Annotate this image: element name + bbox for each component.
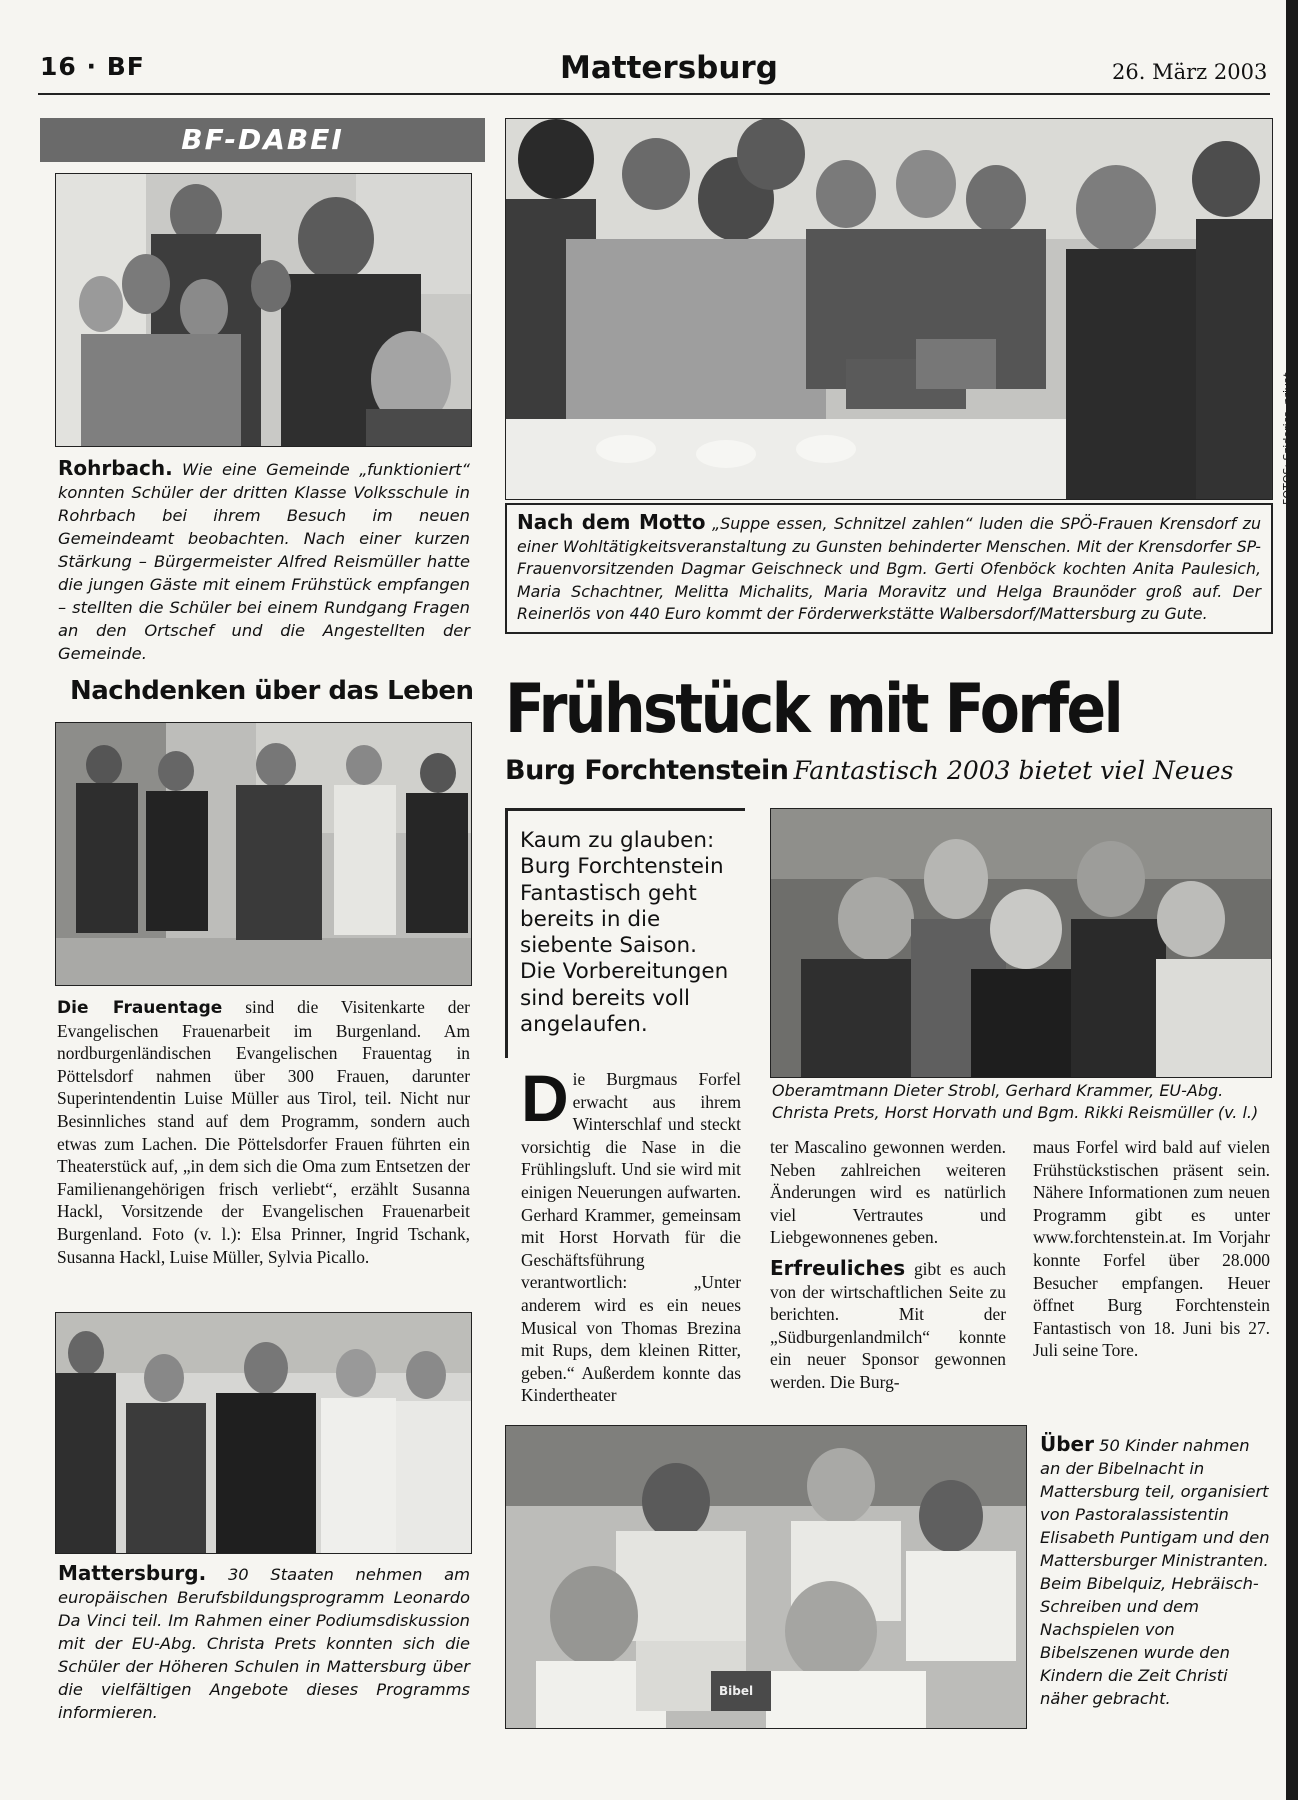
scan-edge [1286, 0, 1298, 1800]
article-col1 [521, 1061, 741, 1407]
bf-dabei-banner: BF-DABEI [40, 118, 485, 162]
forfel-caption: Oberamtmann Dieter Strobl, Gerhard Krammer, EU-Abg. Christa Prets, Horst Horvath und Bgm. Rikki Reismüller (v. l.) [772, 1081, 1259, 1122]
bibel-caption [1040, 1433, 1272, 1710]
article-col2-lead: Erfreuliches [770, 1255, 906, 1280]
page-number: 16 · BF [40, 52, 145, 81]
article-col2 [770, 1136, 1006, 1394]
article-intro: Kaum zu glauben: Burg Forchtenstein Fantastisch geht bereits in die siebente Saison. Die Vorbereitungen sind bereits voll angelaufen. [520, 828, 729, 1038]
mattersburg-lead: Mattersburg. [58, 1561, 207, 1585]
bibel-book-label: Bibel [719, 1684, 754, 1698]
frauentage-photo [55, 722, 472, 986]
rohrbach-text: Wie eine Gemeinde „funktioniert“ konnten Schüler der dritten Klasse Volksschule in Rohrbach bei ihrem Besuch im neuen Gemeindeamt beobachten. Nach einer kurzen Stärkung – Bürgermeister Alfred Reismüller hatte die jungen Gäste mit einem Frühstück empfangen – stellten die Schüler bei einem Rundgang Fragen an den Ortschef und die Angestellten der Gemeinde. [58, 460, 470, 663]
motto-lead: Nach dem Motto [517, 510, 706, 534]
article-subheadline [505, 755, 1275, 786]
intro-rule-left [505, 808, 508, 1058]
intro-rule-top [505, 808, 745, 811]
bibel-photo [505, 1425, 1027, 1729]
frauentage-heading: Nachdenken über das Leben [70, 676, 474, 706]
frauentage-body: sind die Visitenkarte der Evangelischen Frauenarbeit im Burgenland. Am nordburgenländischen Evangelischen Frauentag in Pöttelsdorf nahmen über 300 Frauen, darunter Superintendentin Luise Müller aus Tirol, teil. Nicht nur Besinnliches stand auf dem Programm, sondern auch etwas zum Lachen. Die Pöttelsdorfer Frauen führten ein Theaterstück auf, „in dem sich die Oma zum Entsetzen der Familienangehörigen frisch verliebt“, erzählt Susanna Hackl, Vorsitzende der Evangelischen Frauenarbeit Burgenland. Foto (v. l.): Elsa Prinner, Ingrid Tschank, Susanna Hackl, Luise Müller, Sylvia Picallo. [57, 997, 470, 1267]
frauentage-lead: Die Frauentage [57, 998, 223, 1018]
rohrbach-lead: Rohrbach. [58, 456, 173, 480]
rohrbach-caption [58, 457, 470, 665]
section-title: Mattersburg [560, 50, 778, 86]
article-col3: maus Forfel wird bald auf vielen Frühstückstischen präsent sein. Nähere Informationen zum neuen Programm gibt es unter www.forchtenstein.at. Im Vorjahr konnte Forfel über 28.000 Besucher empfangen. Heuer öffnet Burg Forchtenstein Fantastisch von 18. Juni bis 27. Juli seine Tore. [1033, 1137, 1270, 1361]
article-col1-text: ie Burgmaus Forfel erwacht aus ihrem Winterschlaf und steckt vorsichtig die Nase in die Frühlingsluft. Und sie wird mit einigen Neuerungen aufwarten. Gerhard Krammer, gemeinsam mit Horst Horvath für die Geschäftsführung verantwortlich: „Unter anderem wird es ein neues Musical von Thomas Brezina mit Rups, dem kleinen Ritter, geben.“ Außerdem konnte das Kindertheater [521, 1069, 741, 1406]
mattersburg-caption [58, 1562, 470, 1724]
header-rule [38, 93, 1270, 95]
article-sub-italic: Fantastisch 2003 bietet viel Neues [793, 756, 1234, 785]
frauentage-text [57, 996, 470, 1268]
article-col2a: ter Mascalino gewonnen werden. Neben zahlreichen weiteren Änderungen wird es natürlich viel Vertrautes und Liebgewonnenes geben. [770, 1137, 1006, 1248]
forfel-photo [770, 808, 1272, 1078]
article-dropcap: D [521, 1061, 569, 1135]
motto-caption [505, 503, 1273, 634]
mattersburg-text: 30 Staaten nehmen am europäischen Berufsbildungsprogramm Leonardo Da Vinci teil. Im Rahmen einer Podiumsdiskussion mit der EU-Abg. Christa Prets konnten sich die Schüler der Höheren Schulen in Mattersburg über die vielfältigen Angebote dieses Programms informieren. [58, 1565, 470, 1722]
motto-photo [505, 118, 1273, 500]
bibel-lead: Über [1040, 1432, 1094, 1456]
issue-date: 26. März 2003 [1112, 60, 1268, 84]
article-headline: Frühstück mit Forfel [505, 670, 1122, 749]
article-sub-bold: Burg Forchtenstein [505, 755, 789, 786]
article-col2b: gibt es auch von der wirtschaftlichen Seite zu berichten. Mit der „Südburgenlandmilch“ konnte ein neuer Sponsor gewonnen werden. Die Burg- [770, 1258, 1006, 1392]
mattersburg-photo [55, 1312, 472, 1554]
bibel-text: 50 Kinder nahmen an der Bibelnacht in Mattersburg teil, organisiert von Pastoralassistentin Elisabeth Puntigam und den Mattersburger Ministranten. Beim Bibelquiz, Hebräisch-Schreiben und dem Nachspielen von Bibelszenen wurde den Kindern die Zeit Christi näher gebracht. [1040, 1436, 1270, 1708]
rohrbach-photo [55, 173, 472, 447]
motto-text: „Suppe essen, Schnitzel zahlen“ luden die SPÖ-Frauen Krensdorf zu einer Wohltätigkeitsveranstaltung zu Gunsten behinderter Menschen. Mit der Krensdorfer SP-Frauenvorsitzenden Dagmar Geischneck und Bgm. Gerti Ofenböck kochten Anita Paulesich, Maria Schachtner, Melitta Michalits, Maria Moravitz und Helga Braunöder groß auf. Der Reinerlös von 440 Euro kommt der Förderwerkstätte Walbersdorf/Mattersburg zu Gute. [517, 514, 1261, 623]
